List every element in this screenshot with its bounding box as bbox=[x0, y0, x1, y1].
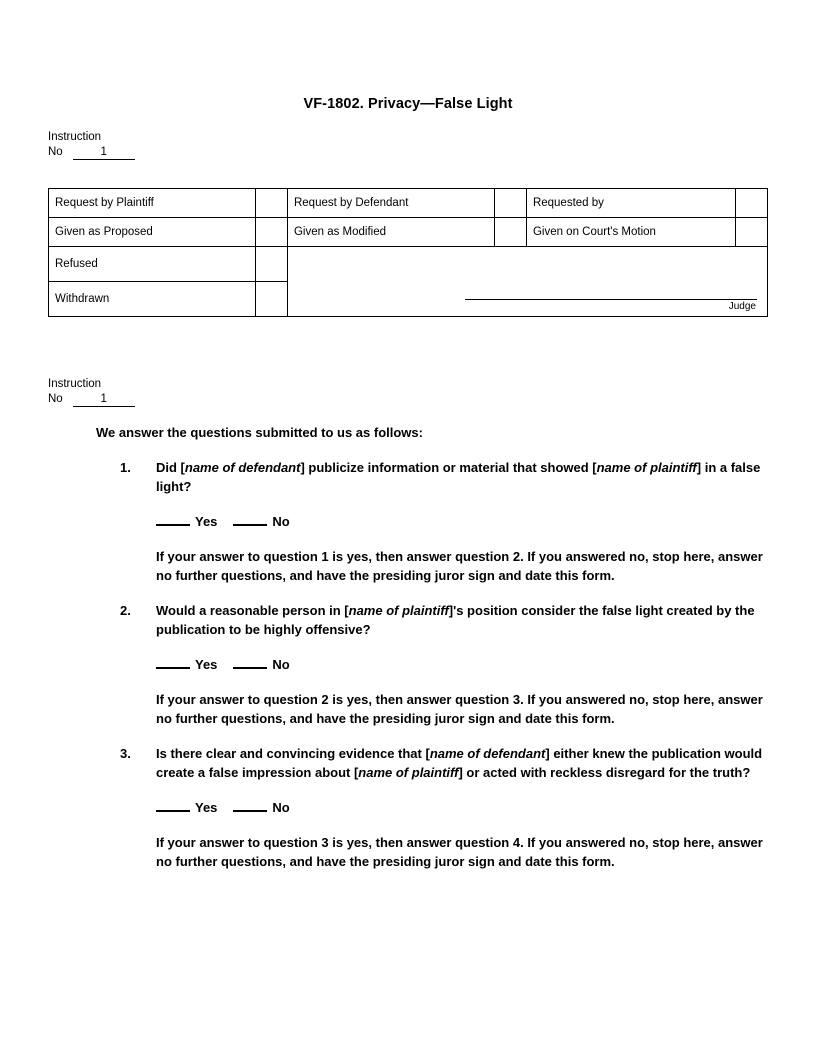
yes-blank[interactable] bbox=[156, 656, 190, 669]
question-text bbox=[156, 744, 768, 782]
instruction-word-top: Instruction bbox=[48, 131, 102, 143]
instruction-number-block-mid bbox=[48, 377, 135, 407]
no-label: No bbox=[272, 514, 290, 529]
question-number: 3. bbox=[120, 746, 131, 761]
checkbox-given-on-courts-motion[interactable] bbox=[735, 218, 767, 247]
judge-signature-area bbox=[287, 247, 767, 317]
answer-row bbox=[156, 512, 768, 531]
question-directive: If your answer to question 1 is yes, then answer question 2. If you answered no, stop here, answer no further questions, and have the presiding juror sign and date this form. bbox=[156, 549, 763, 583]
judge-signature-wrap bbox=[294, 299, 757, 313]
cell-request-by-plaintiff: Request by Plaintiff bbox=[49, 189, 256, 218]
question-text-segment: Did [ bbox=[156, 460, 185, 475]
question-directive: If your answer to question 3 is yes, then answer question 4. If you answered no, stop here, answer no further questions, and have the presiding juror sign and date this form. bbox=[156, 835, 763, 869]
cell-request-by-defendant: Request by Defendant bbox=[287, 189, 494, 218]
instruction-number-line-mid bbox=[48, 392, 135, 407]
placeholder-token: name of defendant bbox=[429, 746, 546, 761]
question-text-segment: ] or acted with reckless disregard for the truth? bbox=[458, 765, 751, 780]
placeholder-token: name of plaintiff bbox=[348, 603, 449, 618]
cell-requested-by: Requested by bbox=[526, 189, 735, 218]
yes-label: Yes bbox=[195, 657, 218, 672]
yes-blank[interactable] bbox=[156, 799, 190, 812]
instruction-no-value-top[interactable]: 1 bbox=[73, 146, 135, 160]
table-row bbox=[49, 218, 768, 247]
questions-list bbox=[0, 458, 816, 871]
verdict-form-body bbox=[0, 424, 816, 871]
instruction-number-block-top bbox=[48, 130, 135, 160]
verdict-intro: We answer the questions submitted to us as follows: bbox=[96, 425, 423, 440]
question-text-segment: ] publicize information or material that showed [ bbox=[300, 460, 597, 475]
question-item bbox=[120, 601, 768, 728]
checkbox-withdrawn[interactable] bbox=[255, 282, 287, 317]
question-item bbox=[120, 458, 768, 585]
question-text bbox=[156, 601, 768, 639]
question-text-segment: Is there clear and convincing evidence that [ bbox=[156, 746, 430, 761]
page-title: VF-1802. Privacy—False Light bbox=[303, 96, 513, 112]
question-directive: If your answer to question 2 is yes, then answer question 3. If you answered no, stop here, answer no further questions, and have the presiding juror sign and date this form. bbox=[156, 692, 763, 726]
question-item bbox=[120, 744, 768, 871]
yes-blank[interactable] bbox=[156, 513, 190, 526]
placeholder-token: name of defendant bbox=[184, 460, 301, 475]
disposition-table bbox=[48, 188, 768, 317]
table-row bbox=[49, 247, 768, 282]
checkbox-requested-by[interactable] bbox=[735, 189, 767, 218]
question-text bbox=[156, 458, 768, 496]
answer-row bbox=[156, 798, 768, 817]
no-label: No bbox=[272, 800, 290, 815]
checkbox-request-by-plaintiff[interactable] bbox=[255, 189, 287, 218]
instruction-number-line-top bbox=[48, 145, 135, 160]
question-text-segment: Would a reasonable person in [ bbox=[156, 603, 349, 618]
question-number: 1. bbox=[120, 460, 131, 475]
table-row bbox=[49, 189, 768, 218]
question-text-segment: ] either knew the publication would create a false impression about [ bbox=[156, 746, 763, 780]
placeholder-token: name of plaintiff bbox=[358, 765, 459, 780]
checkbox-given-as-proposed[interactable] bbox=[255, 218, 287, 247]
question-text-segment: ] in a false light? bbox=[156, 460, 761, 494]
no-blank[interactable] bbox=[233, 513, 267, 526]
instruction-word-mid: Instruction bbox=[48, 378, 102, 390]
instruction-no-label-top: No bbox=[48, 146, 63, 158]
checkbox-given-as-modified[interactable] bbox=[494, 218, 526, 247]
no-label: No bbox=[272, 657, 290, 672]
judge-signature-label: Judge bbox=[728, 301, 756, 312]
cell-given-on-courts-motion: Given on Court's Motion bbox=[526, 218, 735, 247]
no-blank[interactable] bbox=[233, 799, 267, 812]
cell-given-as-proposed: Given as Proposed bbox=[49, 218, 256, 247]
question-number: 2. bbox=[120, 603, 131, 618]
cell-given-as-modified: Given as Modified bbox=[287, 218, 494, 247]
instruction-no-value-mid[interactable]: 1 bbox=[73, 393, 135, 407]
yes-label: Yes bbox=[195, 800, 218, 815]
checkbox-request-by-defendant[interactable] bbox=[494, 189, 526, 218]
instruction-no-label-mid: No bbox=[48, 393, 63, 405]
cell-refused: Refused bbox=[49, 247, 256, 282]
answer-row bbox=[156, 655, 768, 674]
checkbox-refused[interactable] bbox=[255, 247, 287, 282]
cell-withdrawn: Withdrawn bbox=[49, 282, 256, 317]
placeholder-token: name of plaintiff bbox=[596, 460, 697, 475]
no-blank[interactable] bbox=[233, 656, 267, 669]
yes-label: Yes bbox=[195, 514, 218, 529]
question-text-segment: ]'s position consider the false light created by the publication to be highly offensive? bbox=[156, 603, 755, 637]
